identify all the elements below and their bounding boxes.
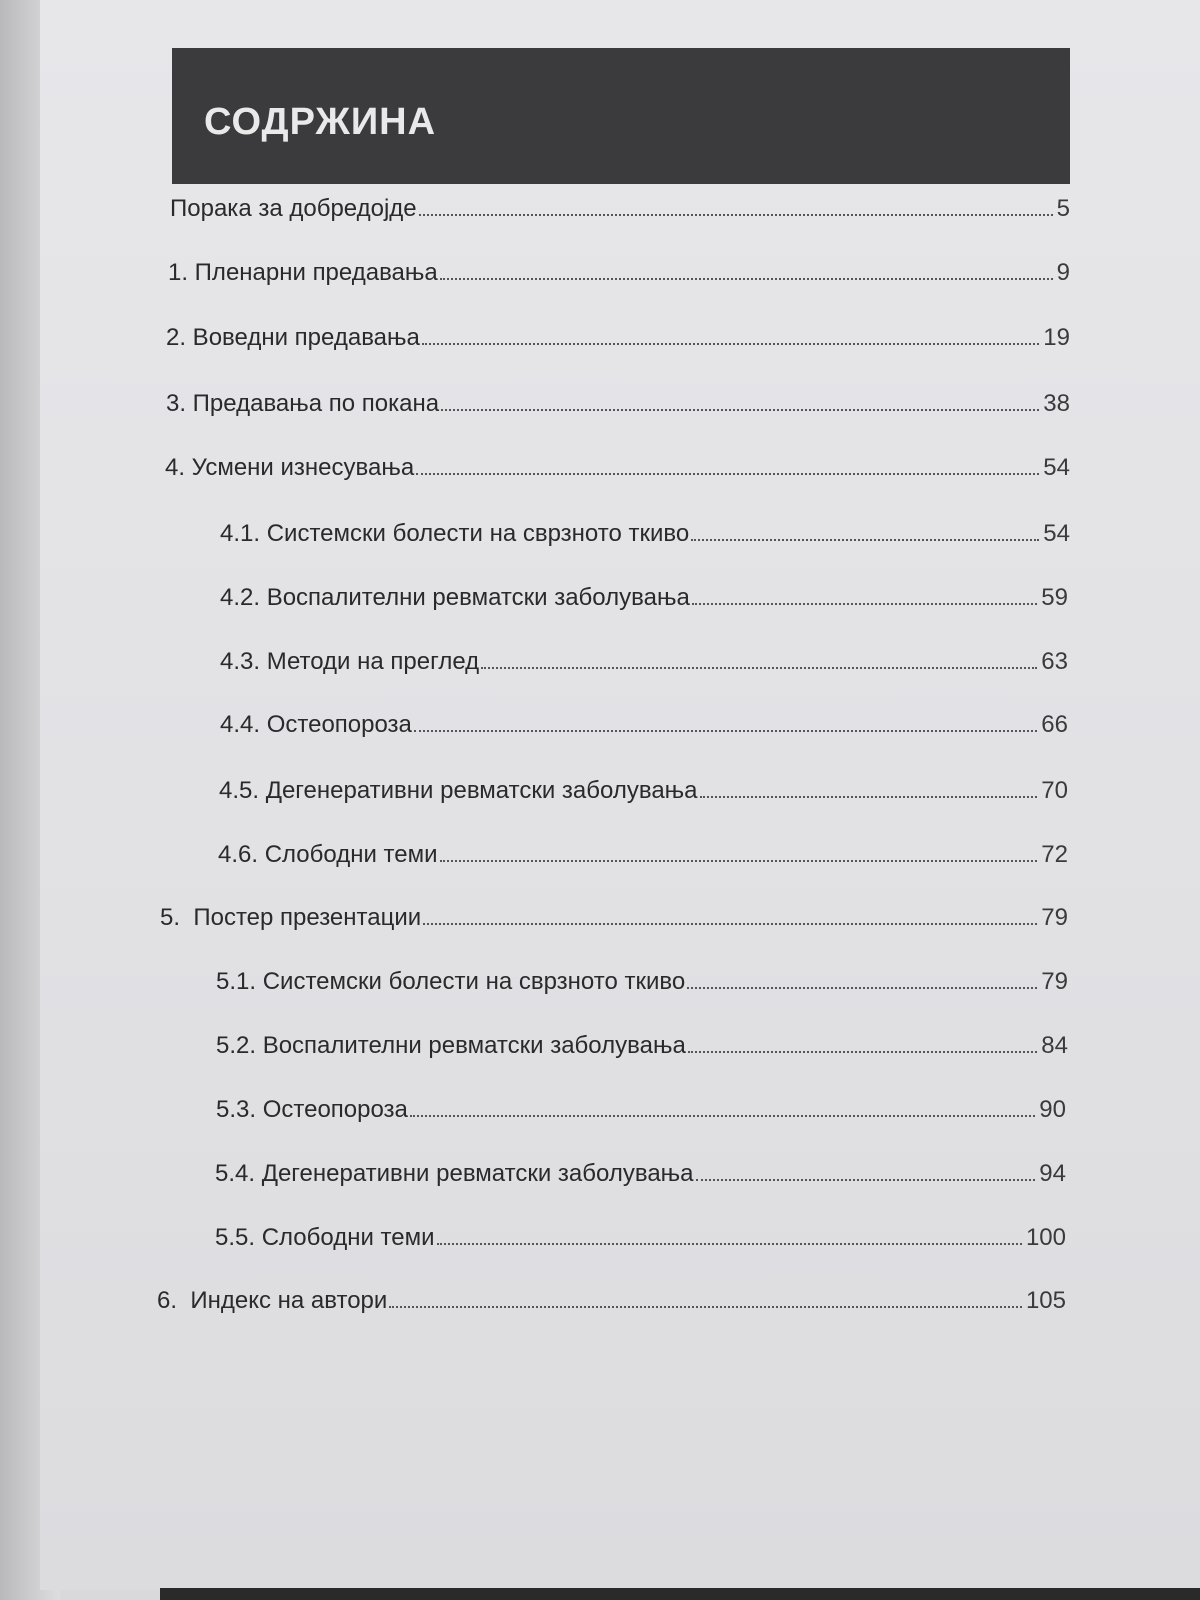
toc-subentry[interactable] <box>215 1224 1066 1264</box>
toc-entry[interactable] <box>170 195 1070 235</box>
toc-entry[interactable] <box>160 904 1068 944</box>
toc-leader-dots <box>422 342 1039 345</box>
toc-entry-page: 79 <box>1041 904 1068 931</box>
toc-subentry[interactable] <box>216 1032 1068 1072</box>
toc-entry[interactable] <box>165 454 1070 494</box>
toc-leader-dots <box>440 277 1053 280</box>
toc-leader-dots <box>688 1050 1037 1053</box>
toc-entry-label: 5. Постер презентации <box>160 904 422 931</box>
toc-leader-dots <box>481 666 1037 669</box>
toc-leader-dots <box>687 986 1037 989</box>
toc-entry-page: 5 <box>1056 195 1070 222</box>
toc-entry-label: 6. Индекс на автори <box>157 1287 388 1314</box>
toc-entry-page: 72 <box>1041 841 1068 868</box>
toc-entry-label: 4.3. Методи на преглед <box>220 648 480 675</box>
toc-leader-dots <box>437 1242 1022 1245</box>
toc-entry-page: 79 <box>1041 968 1068 995</box>
toc-leader-dots <box>414 729 1037 732</box>
page-title: СОДРЖИНА <box>204 100 437 143</box>
toc-entry[interactable] <box>166 390 1070 430</box>
toc-entry-page: 90 <box>1039 1096 1066 1123</box>
toc-entry-label: Порака за добредојде <box>170 195 417 222</box>
toc-leader-dots <box>416 472 1039 475</box>
toc-leader-dots <box>419 213 1053 216</box>
toc-subentry[interactable] <box>218 841 1068 881</box>
toc-leader-dots <box>410 1114 1035 1117</box>
toc-leader-dots <box>692 602 1037 605</box>
toc-entry-label: 3. Предавања по покана <box>166 390 440 417</box>
toc-subentry[interactable] <box>220 584 1068 624</box>
toc-leader-dots <box>389 1305 1022 1308</box>
toc-entry-label: 5.1. Системски болести на сврзното ткиво <box>216 968 686 995</box>
toc-entry-label: 4.4. Остеопороза <box>220 711 412 738</box>
toc-leader-dots <box>423 922 1037 925</box>
toc-subentry[interactable] <box>215 1160 1066 1200</box>
toc-entry-label: 5.3. Остеопороза <box>216 1096 408 1123</box>
toc-entry-page: 105 <box>1025 1287 1066 1314</box>
toc-entry-page: 9 <box>1056 259 1070 286</box>
toc-entry-label: 5.5. Слободни теми <box>215 1224 435 1251</box>
toc-subentry[interactable] <box>220 711 1068 751</box>
toc-leader-dots <box>696 1178 1036 1181</box>
toc-entry-page: 70 <box>1041 777 1068 804</box>
toc-entry-page: 59 <box>1041 584 1068 611</box>
toc-subentry[interactable] <box>220 648 1068 688</box>
toc-entry-page: 84 <box>1041 1032 1068 1059</box>
toc-entry[interactable] <box>166 324 1070 364</box>
toc-entry-page: 66 <box>1041 711 1068 738</box>
toc-entry[interactable] <box>157 1287 1066 1327</box>
toc-subentry[interactable] <box>220 520 1070 560</box>
toc-entry-label: 4. Усмени изнесувања <box>165 454 415 481</box>
toc-entry-page: 54 <box>1043 520 1070 547</box>
toc-subentry[interactable] <box>216 968 1068 1008</box>
toc-entry-page: 94 <box>1039 1160 1066 1187</box>
toc-entry-page: 38 <box>1043 390 1070 417</box>
toc-subentry[interactable] <box>216 1096 1066 1136</box>
toc-entry[interactable] <box>168 259 1070 299</box>
toc-entry-label: 4.1. Системски болести на сврзното ткиво <box>220 520 690 547</box>
toc-entry-label: 1. Пленарни предавања <box>168 259 438 286</box>
toc-entry-page: 54 <box>1043 454 1070 481</box>
toc-entry-page: 100 <box>1025 1224 1066 1251</box>
toc-entry-label: 2. Воведни предавања <box>166 324 420 351</box>
toc-leader-dots <box>441 408 1039 411</box>
toc-entry-label: 4.5. Дегенеративни ревматски заболувања <box>219 777 698 804</box>
toc-leader-dots <box>691 538 1039 541</box>
toc-entry-label: 4.2. Воспалителни ревматски заболувања <box>220 584 690 611</box>
toc-subentry[interactable] <box>219 777 1068 817</box>
toc-entry-page: 19 <box>1043 324 1070 351</box>
toc-leader-dots <box>440 859 1038 862</box>
toc-entry-page: 63 <box>1041 648 1068 675</box>
toc-entry-label: 4.6. Слободни теми <box>218 841 438 868</box>
toc-entry-label: 5.4. Дегенеративни ревматски заболувања <box>215 1160 694 1187</box>
toc-entry-label: 5.2. Воспалителни ревматски заболувања <box>216 1032 686 1059</box>
toc-leader-dots <box>700 795 1038 798</box>
